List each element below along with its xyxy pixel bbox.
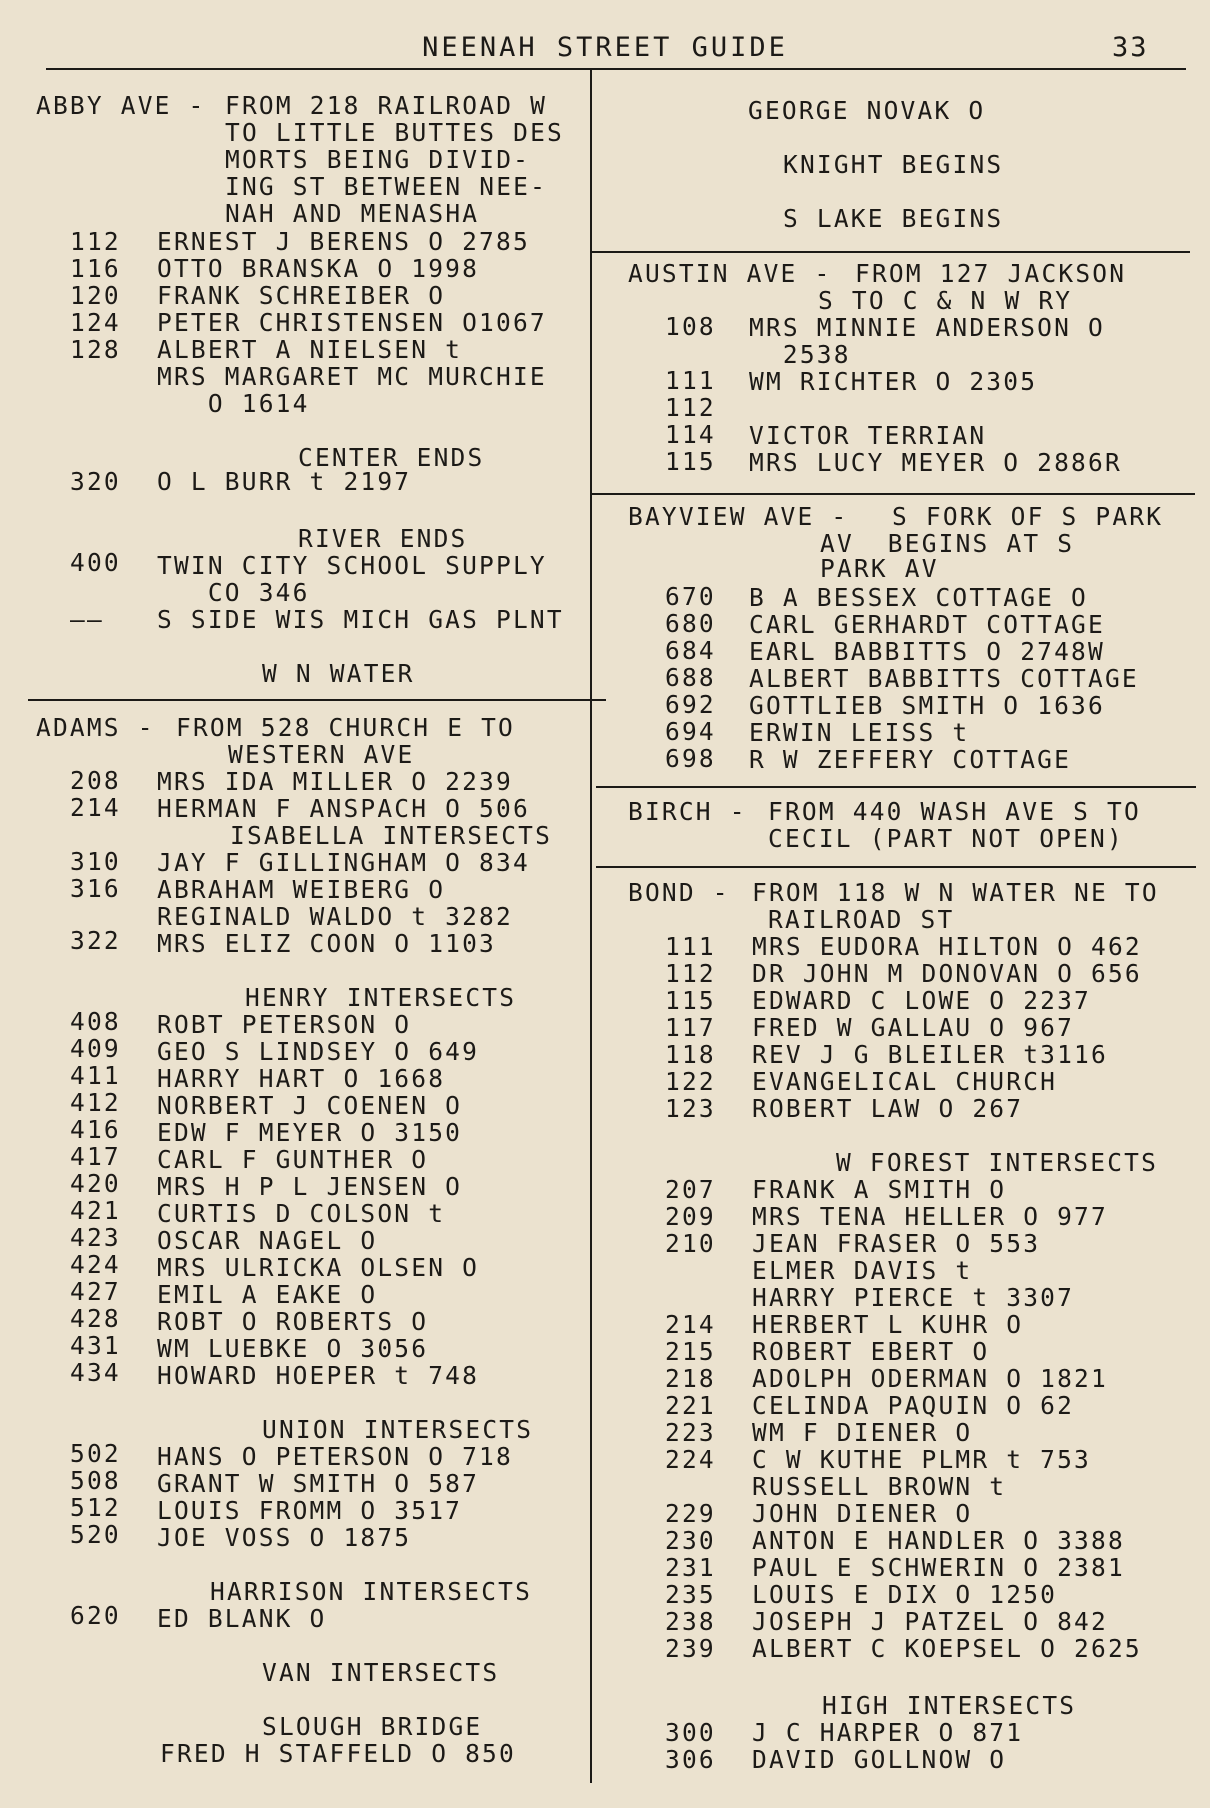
cross-street-note: CENTER ENDS (298, 443, 485, 472)
resident-entry: ROBT O ROBERTS O (157, 1307, 429, 1336)
house-number: 218 (665, 1364, 716, 1393)
resident-entry: WM LUEBKE O 3056 (157, 1334, 429, 1363)
house-number: 122 (665, 1067, 716, 1096)
resident-entry: JOSEPH J PATZEL O 842 (752, 1607, 1108, 1636)
street-description: WESTERN AVE (228, 740, 415, 769)
resident-entry: ERNEST J BERENS O 2785 (157, 227, 530, 256)
street-description: FROM 218 RAILROAD W (225, 91, 548, 120)
house-number: 424 (70, 1250, 121, 1279)
house-number: 698 (665, 744, 716, 773)
resident-entry: LOUIS FROMM O 3517 (157, 1496, 463, 1525)
house-number: 114 (665, 420, 716, 449)
cross-street-note: RIVER ENDS (298, 524, 468, 553)
street-description: FROM 528 CHURCH E TO (176, 713, 516, 742)
resident-entry: GRANT W SMITH O 587 (157, 1469, 480, 1498)
resident-entry: ELMER DAVIS t (752, 1256, 973, 1285)
street-heading-adams: ADAMS - (36, 713, 155, 742)
resident-entry: OSCAR NAGEL O (157, 1226, 378, 1255)
house-number: 118 (665, 1040, 716, 1069)
resident-entry: ROBT PETERSON O (157, 1010, 412, 1039)
house-number: 411 (70, 1061, 121, 1090)
house-number: 434 (70, 1358, 121, 1387)
street-heading-austin: AUSTIN AVE - (628, 259, 832, 288)
resident-entry: HARRY PIERCE t 3307 (752, 1283, 1075, 1312)
resident-entry: FRED H STAFFELD O 850 (160, 1739, 516, 1768)
street-heading-abby: ABBY AVE - (36, 91, 206, 120)
house-number: 688 (665, 663, 716, 692)
house-number: 235 (665, 1580, 716, 1609)
resident-entry: HERBERT L KUHR O (752, 1310, 1024, 1339)
house-number: 208 (70, 766, 121, 795)
resident-entry: B A BESSEX COTTAGE O (749, 583, 1089, 612)
resident-entry: R W ZEFFERY COTTAGE (749, 745, 1072, 774)
house-number: 116 (70, 254, 121, 283)
cross-street-note: W N WATER (262, 659, 415, 688)
house-number: 316 (70, 874, 121, 903)
house-number: 620 (70, 1601, 121, 1630)
house-number: 108 (665, 312, 716, 341)
house-number: 680 (665, 609, 716, 638)
street-description: FROM 127 JACKSON (855, 259, 1127, 288)
cross-street-note: HIGH INTERSECTS (822, 1691, 1077, 1720)
resident-entry: PETER CHRISTENSEN O1067 (157, 308, 547, 337)
resident-entry: HANS O PETERSON O 718 (157, 1442, 513, 1471)
house-number: 508 (70, 1466, 121, 1495)
house-number: 417 (70, 1142, 121, 1171)
resident-entry: CARL F GUNTHER O (157, 1145, 429, 1174)
resident-entry: MRS LUCY MEYER O 2886R (749, 448, 1122, 477)
house-number: 400 (70, 548, 121, 577)
resident-entry: EMIL A EAKE O (157, 1280, 378, 1309)
street-description: NAH AND MENASHA (225, 199, 480, 228)
street-description: CECIL (PART NOT OPEN) (768, 824, 1124, 853)
resident-entry: JOE VOSS O 1875 (157, 1523, 412, 1552)
house-number: 421 (70, 1196, 121, 1225)
house-number: 223 (665, 1418, 716, 1447)
resident-entry: CELINDA PAQUIN O 62 (752, 1391, 1075, 1420)
house-number: 512 (70, 1493, 121, 1522)
house-number: 412 (70, 1088, 121, 1117)
cross-street-note: W FOREST INTERSECTS (836, 1148, 1159, 1177)
column-divider (590, 68, 592, 1783)
resident-entry: ERWIN LEISS t (749, 718, 970, 747)
resident-entry: WM F DIENER O (752, 1418, 973, 1447)
street-description: PARK AV (820, 554, 939, 583)
resident-entry: ROBERT LAW O 267 (752, 1094, 1024, 1123)
house-number: 322 (70, 926, 121, 955)
resident-entry: CURTIS D COLSON t (157, 1199, 446, 1228)
cross-street-note: HARRISON INTERSECTS (210, 1577, 533, 1606)
house-number: 115 (665, 447, 716, 476)
resident-entry: NORBERT J COENEN O (157, 1091, 463, 1120)
header-rule (46, 68, 1186, 70)
resident-entry: DR JOHN M DONOVAN O 656 (752, 959, 1142, 988)
resident-entry: 2538 (749, 340, 851, 369)
resident-entry: MRS MINNIE ANDERSON O (749, 313, 1105, 342)
resident-entry: MRS TENA HELLER O 977 (752, 1202, 1108, 1231)
house-number: 221 (665, 1391, 716, 1420)
house-number: 123 (665, 1094, 716, 1123)
cross-street-note: VAN INTERSECTS (262, 1658, 500, 1687)
resident-entry: MRS MARGARET MC MURCHIE (157, 362, 547, 391)
resident-entry: RUSSELL BROWN t (752, 1472, 1007, 1501)
house-number: 502 (70, 1439, 121, 1468)
street-heading-birch: BIRCH - (628, 797, 747, 826)
resident-entry: GEO S LINDSEY O 649 (157, 1037, 480, 1066)
resident-entry: C W KUTHE PLMR t 753 (752, 1445, 1092, 1474)
house-number: 128 (70, 335, 121, 364)
cross-street-note: SLOUGH BRIDGE (262, 1712, 483, 1741)
street-description: ING ST BETWEEN NEE- (225, 172, 548, 201)
street-description: TO LITTLE BUTTES DES (225, 118, 565, 147)
house-number: 670 (665, 582, 716, 611)
resident-entry: O L BURR t 2197 (157, 467, 412, 496)
resident-entry: S SIDE WIS MICH GAS PLNT (157, 605, 564, 634)
house-number: 520 (70, 1520, 121, 1549)
house-number: 112 (70, 227, 121, 256)
house-number: 230 (665, 1526, 716, 1555)
street-description: S TO C & N W RY (818, 286, 1073, 315)
resident-entry: REV J G BLEILER t3116 (752, 1040, 1108, 1069)
cross-street-note: ISABELLA INTERSECTS (230, 821, 553, 850)
right-rule-top-austin (590, 251, 1190, 253)
cross-street-note: S LAKE BEGINS (783, 204, 1004, 233)
street-heading-bayview: BAYVIEW AVE - (628, 502, 849, 531)
right-rule-austin-bayview (590, 493, 1195, 495)
house-number-dash: —— (70, 605, 104, 634)
house-number: 207 (665, 1175, 716, 1204)
resident-entry: WM RICHTER O 2305 (749, 367, 1038, 396)
house-number: 112 (665, 393, 716, 422)
resident-entry: CARL GERHARDT COTTAGE (749, 610, 1105, 639)
resident-entry: EDWARD C LOWE O 2237 (752, 986, 1092, 1015)
resident-entry: MRS H P L JENSEN O (157, 1172, 463, 1201)
house-number: 112 (665, 959, 716, 988)
house-number: 214 (70, 793, 121, 822)
house-number: 420 (70, 1169, 121, 1198)
resident-entry: ROBERT EBERT O (752, 1337, 990, 1366)
house-number: 306 (665, 1745, 716, 1774)
house-number: 111 (665, 366, 716, 395)
resident-entry: DAVID GOLLNOW O (752, 1745, 1007, 1774)
house-number: 300 (665, 1718, 716, 1747)
resident-entry: ALBERT BABBITTS COTTAGE (749, 664, 1139, 693)
cross-street-note: HENRY INTERSECTS (245, 983, 517, 1012)
house-number: 320 (70, 467, 121, 496)
street-description: MORTS BEING DIVID- (225, 145, 531, 174)
house-number: 111 (665, 932, 716, 961)
house-number: 229 (665, 1499, 716, 1528)
street-description: RAILROAD ST (768, 905, 955, 934)
resident-entry: MRS ULRICKA OLSEN O (157, 1253, 480, 1282)
cross-street-note: UNION INTERSECTS (262, 1415, 534, 1444)
house-number: 684 (665, 636, 716, 665)
resident-entry: CO 346 (157, 578, 310, 607)
house-number: 408 (70, 1007, 121, 1036)
house-number: 214 (665, 1310, 716, 1339)
resident-entry: ALBERT A NIELSEN t (157, 335, 463, 364)
house-number: 416 (70, 1115, 121, 1144)
house-number: 124 (70, 308, 121, 337)
house-number: 431 (70, 1331, 121, 1360)
resident-entry: VICTOR TERRIAN (749, 421, 987, 450)
resident-entry: REGINALD WALDO t 3282 (157, 902, 513, 931)
street-description: AV BEGINS AT S (820, 529, 1075, 558)
resident-entry: ED BLANK O (157, 1604, 327, 1633)
left-rule-abby-adams (28, 699, 606, 701)
house-number: 215 (665, 1337, 716, 1366)
house-number: 117 (665, 1013, 716, 1042)
resident-entry: MRS IDA MILLER O 2239 (157, 767, 513, 796)
right-rule-birch-bond (596, 866, 1196, 868)
house-number: 310 (70, 847, 121, 876)
street-heading-bond: BOND - (628, 878, 730, 907)
house-number: 427 (70, 1277, 121, 1306)
resident-entry: JEAN FRASER O 553 (752, 1229, 1041, 1258)
house-number: 224 (665, 1445, 716, 1474)
resident-entry: J C HARPER O 871 (752, 1718, 1024, 1747)
street-description: FROM 440 WASH AVE S TO (768, 797, 1141, 826)
resident-entry: O 1614 (157, 389, 310, 418)
resident-entry: TWIN CITY SCHOOL SUPPLY (157, 551, 547, 580)
resident-entry: JOHN DIENER O (752, 1499, 973, 1528)
house-number: 239 (665, 1634, 716, 1663)
resident-entry: LOUIS E DIX O 1250 (752, 1580, 1058, 1609)
resident-entry: ALBERT C KOEPSEL O 2625 (752, 1634, 1142, 1663)
resident-entry: HARRY HART O 1668 (157, 1064, 446, 1093)
resident-entry: GOTTLIEB SMITH O 1636 (749, 691, 1105, 720)
resident-entry: FRED W GALLAU O 967 (752, 1013, 1075, 1042)
resident-entry: GEORGE NOVAK O (748, 96, 986, 125)
resident-entry: EVANGELICAL CHURCH (752, 1067, 1058, 1096)
resident-entry: MRS ELIZ COON O 1103 (157, 929, 497, 958)
house-number: 409 (70, 1034, 121, 1063)
house-number: 694 (665, 717, 716, 746)
resident-entry: HOWARD HOEPER t 748 (157, 1361, 480, 1390)
house-number: 210 (665, 1229, 716, 1258)
resident-entry: EARL BABBITTS O 2748W (749, 637, 1105, 666)
house-number: 120 (70, 281, 121, 310)
house-number: 238 (665, 1607, 716, 1636)
house-number: 209 (665, 1202, 716, 1231)
cross-street-note: KNIGHT BEGINS (783, 150, 1004, 179)
resident-entry: FRANK A SMITH O (752, 1175, 1007, 1204)
resident-entry: JAY F GILLINGHAM O 834 (157, 848, 530, 877)
street-description: FROM 118 W N WATER NE TO (752, 878, 1159, 907)
resident-entry: ANTON E HANDLER O 3388 (752, 1526, 1125, 1555)
resident-entry: PAUL E SCHWERIN O 2381 (752, 1553, 1125, 1582)
house-number: 115 (665, 986, 716, 1015)
page-number: 33 (1112, 32, 1149, 63)
resident-entry: ADOLPH ODERMAN O 1821 (752, 1364, 1108, 1393)
resident-entry: ABRAHAM WEIBERG O (157, 875, 446, 904)
resident-entry: MRS EUDORA HILTON O 462 (752, 932, 1142, 961)
right-rule-bayview-birch (596, 786, 1196, 788)
resident-entry: HERMAN F ANSPACH O 506 (157, 794, 530, 823)
page-title: NEENAH STREET GUIDE (422, 32, 788, 63)
resident-entry: OTTO BRANSKA O 1998 (157, 254, 480, 283)
resident-entry: FRANK SCHREIBER O (157, 281, 446, 310)
house-number: 231 (665, 1553, 716, 1582)
resident-entry: EDW F MEYER O 3150 (157, 1118, 463, 1147)
house-number: 423 (70, 1223, 121, 1252)
house-number: 428 (70, 1304, 121, 1333)
street-description: S FORK OF S PARK (892, 502, 1164, 531)
house-number: 692 (665, 690, 716, 719)
